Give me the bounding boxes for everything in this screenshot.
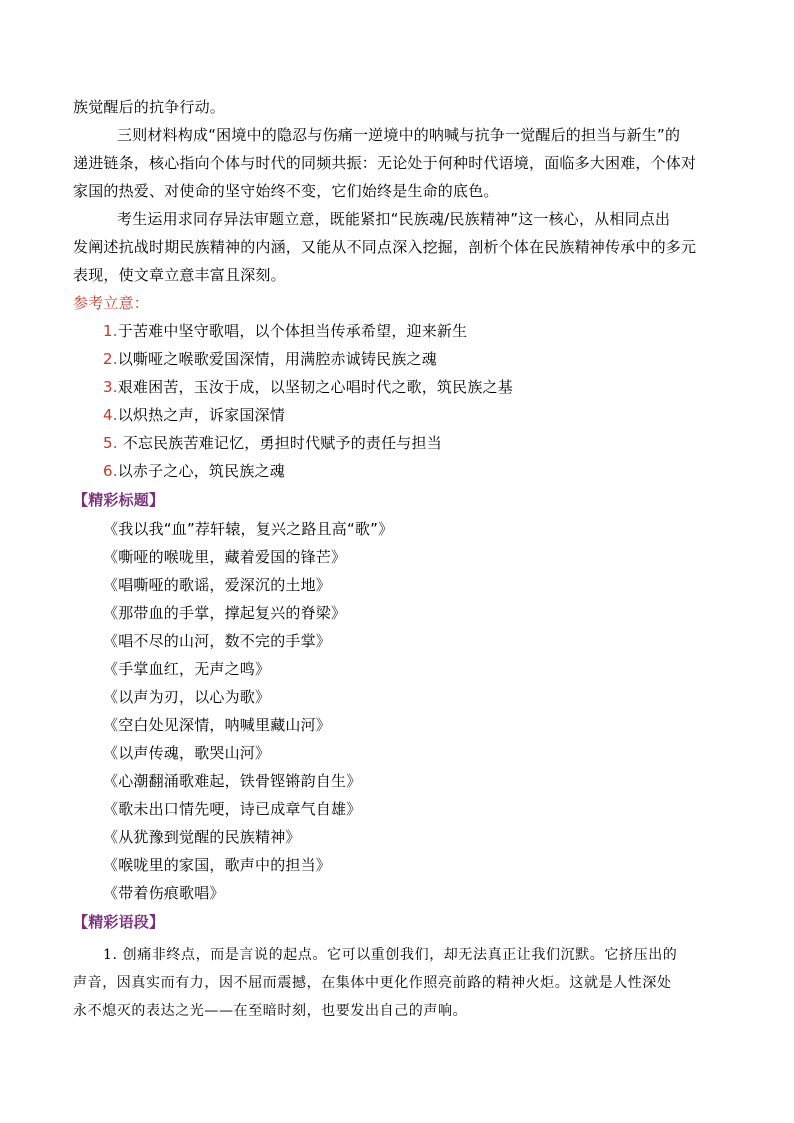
intro-para3-line2: 发阐述抗战时期民族精神的内涵，又能从不同点深入挖掘，剖析个体在民族精神传承中的多元 — [73, 238, 697, 256]
intro-para3-line3: 表现，使文章立意丰富且深刻。 — [73, 266, 286, 284]
title-item: 《心潮翻涌歌难起，铁骨铿锵韵自生》 — [103, 772, 362, 790]
title-item: 《空白处见深情，呐喊里藏山河》 — [103, 716, 332, 734]
title-item: 《唱不尽的山河，数不完的手掌》 — [103, 632, 332, 650]
paragraph-line: 1. 创痛非终点，而是言说的起点。它可以重创我们，却无法真正让我们沉默。它挤压出的 — [103, 947, 678, 963]
reference-item — [103, 429, 442, 457]
reference-number: 4. — [103, 406, 118, 424]
title-item: 《喉咙里的家国，歌声中的担当》 — [103, 856, 332, 874]
reference-number: 6. — [103, 462, 118, 480]
intro-line: 族觉醒后的抗争行动。 — [73, 98, 226, 116]
title-item: 《手掌血红，无声之鸣》 — [103, 660, 271, 678]
reference-number: 3. — [103, 378, 118, 396]
reference-number: 1. — [103, 322, 118, 340]
title-item: 《我以我“血”荐轩辕，复兴之路且高“歌”》 — [103, 520, 394, 538]
title-item: 《从犹豫到觉醒的民族精神》 — [103, 828, 301, 846]
titles-heading: 【精彩标题】 — [73, 491, 165, 509]
paragraphs-heading: 【精彩语段】 — [73, 913, 165, 931]
title-item: 《以声传魂，歌哭山河》 — [103, 744, 271, 762]
intro-para2-line3: 家国的热爱、对使命的坚守始终不变，它们始终是生命的底色。 — [73, 182, 499, 200]
title-item: 《那带血的手掌，撑起复兴的脊梁》 — [103, 604, 347, 622]
reference-heading: 参考立意： — [73, 294, 150, 312]
reference-number: 5. — [103, 434, 123, 452]
title-item: 《嘶哑的喉咙里，藏着爱国的锋芒》 — [103, 548, 347, 566]
reference-item — [103, 373, 513, 401]
reference-text: 于苦难中坚守歌唱，以个体担当传承希望，迎来新生 — [117, 322, 468, 340]
reference-item — [103, 345, 437, 373]
reference-number: 2. — [103, 350, 118, 368]
reference-item — [103, 317, 467, 345]
reference-text: 以赤子之心，筑民族之魂 — [117, 462, 285, 480]
title-item: 《以声为刃，以心为歌》 — [103, 688, 271, 706]
paragraph-line: 声音，因真实而有力，因不屈而震撼，在集体中更化作照亮前路的精神火炬。这就是人性深处 — [73, 975, 672, 991]
reference-item — [103, 401, 285, 429]
reference-text: 不忘民族苦难记忆，勇担时代赋予的责任与担当 — [122, 434, 442, 452]
reference-text: 以炽热之声，诉家国深情 — [117, 406, 285, 424]
paragraph-line: 永不熄灭的表达之光——在至暗时刻，也要发出自己的声响。 — [73, 1003, 468, 1019]
intro-para3-line1: 考生运用求同存异法审题立意，既能紧扣“民族魂/民族精神”这一核心，从相同点出 — [117, 210, 671, 228]
intro-para2-line1: 三则材料构成“困境中的隐忍与伤痛一逆境中的呐喊与抗争一觉醒后的担当与新生”的 — [117, 126, 681, 144]
title-item: 《带着伤痕歌唱》 — [103, 884, 225, 902]
intro-para2-line2: 递进链条，核心指向个体与时代的同频共振：无论处于何种时代语境，面临多大困难，个体对 — [73, 154, 697, 172]
reference-text: 以嘶哑之喉歌爱国深情，用满腔赤诚铸民族之魂 — [117, 350, 437, 368]
reference-text: 艰难困苦，玉汝于成，以坚韧之心唱时代之歌，筑民族之基 — [117, 378, 513, 396]
title-item: 《唱嘶哑的歌谣，爱深沉的土地》 — [103, 576, 332, 594]
title-item: 《歌未出口情先哽，诗已成章气自雄》 — [103, 800, 362, 818]
reference-item — [103, 457, 285, 485]
